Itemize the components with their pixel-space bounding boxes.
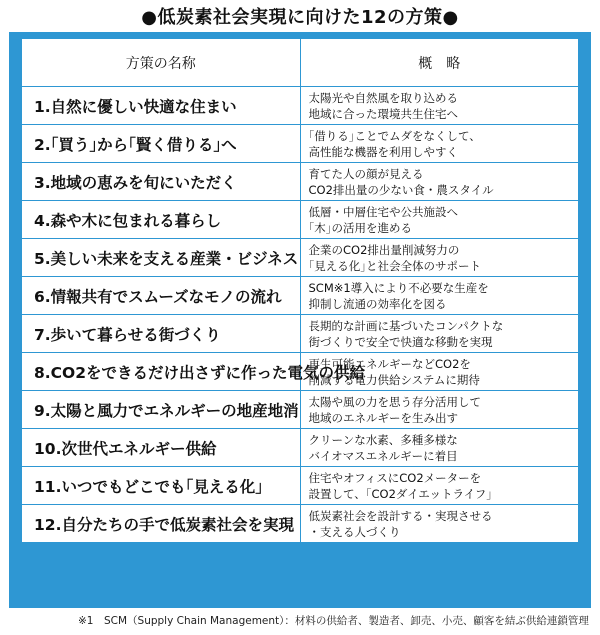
summary-line: 低層・中層住宅や公共施設へ: [308, 204, 458, 219]
summary-line: ・支える人づくり: [308, 524, 401, 539]
policy-name: 11.いつでもどこでも｢見える化｣: [22, 467, 301, 505]
summary-line: 太陽光や自然風を取り込める: [308, 90, 458, 105]
summary-line: ｢見える化｣と社会全体のサポート: [308, 258, 481, 273]
table-row: [22, 429, 579, 467]
table-row: [22, 467, 579, 505]
summary-line: バイオマスエネルギーに着目: [308, 448, 458, 463]
summary-line: 削減する電力供給システムに期待: [308, 372, 480, 387]
policy-table: [21, 38, 579, 543]
summary-line: 地域に合った環境共生住宅へ: [308, 106, 458, 121]
summary-line: 再生可能エネルギーなどCO2を: [308, 356, 471, 371]
policy-name: 2.｢買う｣から｢賢く借りる｣へ: [22, 125, 301, 163]
policy-name: 1.自然に優しい快適な住まい: [22, 87, 301, 125]
summary-line: SCM※1導入により不必要な生産を: [308, 280, 489, 295]
summary-line: 長期的な計画に基づいたコンパクトな: [308, 318, 504, 333]
summary-line: クリーンな水素、多種多様な: [308, 432, 458, 447]
policy-name: 4.森や木に包まれる暮らし: [22, 201, 301, 239]
summary-line: 太陽や風の力を思う存分活用して: [308, 394, 481, 409]
page-title: ●低炭素社会実現に向けた12の方策●: [141, 7, 459, 28]
table-row: [22, 391, 579, 429]
policy-summary: [300, 239, 579, 277]
header-name: 方策の名称: [22, 39, 301, 87]
table-row: [22, 87, 579, 125]
summary-line: 育てた人の顔が見える: [308, 166, 424, 181]
summary-line: ｢借りる｣ことでムダをなくして、: [308, 128, 481, 143]
summary-line: 高性能な機器を利用しやすく: [308, 144, 458, 159]
table-header-row: [22, 39, 579, 87]
policy-name: 8.CO2をできるだけ出さずに作った電気の供給: [22, 353, 301, 391]
policy-name: 7.歩いて暮らせる街づくり: [22, 315, 301, 353]
table-frame: [9, 32, 591, 608]
table-row: [22, 125, 579, 163]
footnote: ※1 SCM（Supply Chain Management）：材料の供給者、製造者、卸売、小売、顧客を結ぶ供給連鎖管理: [78, 615, 589, 627]
policy-name: 5.美しい未来を支える産業・ビジネス: [22, 239, 301, 277]
policy-name: 6.情報共有でスムーズなモノの流れ: [22, 277, 301, 315]
table-row: [22, 163, 579, 201]
summary-line: 地域のエネルギーを生み出す: [308, 410, 458, 425]
summary-line: CO2排出量の少ない食・農スタイル: [308, 182, 494, 197]
policy-name: 12.自分たちの手で低炭素社会を実現: [22, 505, 301, 543]
summary-line: ｢木｣の活用を進める: [308, 220, 412, 235]
summary-line: 抑制し流通の効率化を図る: [308, 296, 447, 311]
policy-summary: [300, 125, 579, 163]
header-summary: 概 略: [300, 39, 579, 87]
table-row: [22, 315, 579, 353]
table-row: [22, 239, 579, 277]
policy-name: 9.太陽と風力でエネルギーの地産地消: [22, 391, 301, 429]
summary-line: 住宅やオフィスにCO2メーターを: [308, 470, 482, 485]
summary-line: 低炭素社会を設計する・実現させる: [308, 508, 493, 523]
policy-summary: [300, 429, 579, 467]
policy-summary: [300, 467, 579, 505]
policy-summary: [300, 277, 579, 315]
policy-summary: [300, 163, 579, 201]
table-row: [22, 277, 579, 315]
table-row: [22, 353, 579, 391]
policy-summary: [300, 353, 579, 391]
summary-line: 設置して、｢CO2ダイエットライフ｣: [308, 486, 493, 501]
table-row: [22, 201, 579, 239]
policy-summary: [300, 505, 579, 543]
policy-summary: [300, 391, 579, 429]
summary-line: 企業のCO2排出量削減努力の: [308, 242, 460, 257]
policy-name: 10.次世代エネルギー供給: [22, 429, 301, 467]
policy-summary: [300, 315, 579, 353]
table-row: [22, 505, 579, 543]
policy-summary: [300, 201, 579, 239]
summary-line: 街づくりで安全で快適な移動を実現: [308, 334, 493, 349]
policy-summary: [300, 87, 579, 125]
policy-name: 3.地域の恵みを旬にいただく: [22, 163, 301, 201]
